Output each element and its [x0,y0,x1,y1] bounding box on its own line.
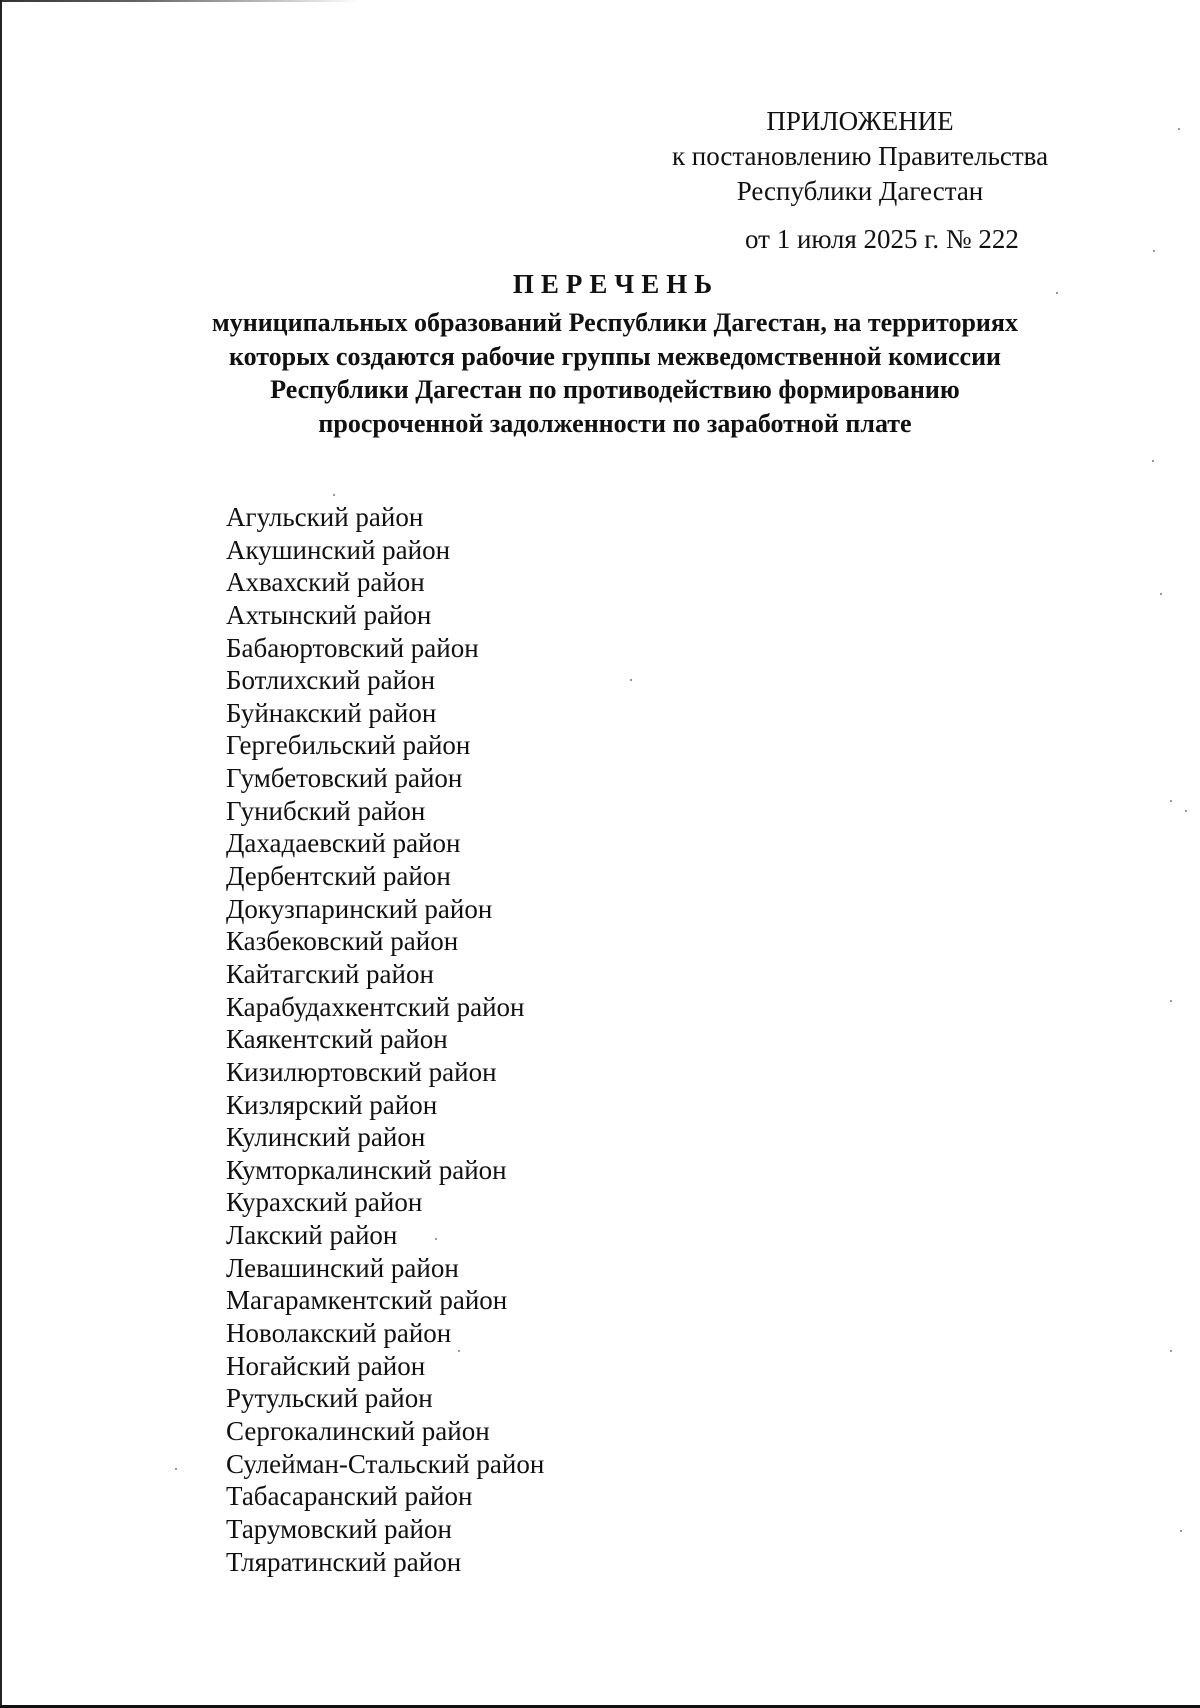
scan-speck [630,679,632,681]
district-item: Рутульский район [226,1383,433,1414]
appendix-title: ПРИЛОЖЕНИЕ [766,106,954,136]
district-item: Акушинский район [226,534,451,565]
district-item: Бабаюртовский район [226,632,479,663]
district-item: Карабудахкентский район [226,991,525,1022]
district-item: Тарумовский район [226,1513,452,1544]
district-item: Кизилюртовский район [226,1056,497,1087]
subtitle-line: Республики Дагестан по противодействию формированию [270,375,960,404]
district-item: Лакский район [226,1220,398,1251]
district-item: Агульский район [226,502,424,532]
scan-edge-top [0,0,360,2]
document-title: ПЕРЕЧЕНЬ [512,269,720,299]
scan-speck [1170,1000,1172,1002]
district-item: Ботлихский район [226,665,436,696]
subtitle-line: просроченной задолженности по заработной плате [318,408,912,438]
district-item: Дербентский район [226,861,451,892]
scan-speck [1178,128,1180,130]
district-item: Кайтагский район [226,958,434,989]
district-item: Гумбетовский район [226,763,463,794]
scan-edge-left [0,0,2,1708]
appendix-block [640,104,1080,209]
scan-speck [1153,250,1155,252]
district-item: Докузпаринский район [226,893,493,924]
district-item: Кизлярский район [226,1089,438,1120]
district-item: Табасаранский район [226,1481,473,1512]
scan-speck [1185,810,1187,812]
district-item: Магарамкентский район [226,1285,508,1316]
district-item: Сулейман-Стальский район [226,1448,545,1479]
subtitle-line: которых создаются рабочие группы межведомственной комиссии [228,341,1002,371]
district-item: Казбековский район [226,926,459,957]
district-item: Кумторкалинский район [226,1154,507,1185]
appendix-line-1: к постановлению Правительства [671,141,1049,171]
scan-speck [1180,1530,1182,1532]
district-list [226,501,544,1578]
appendix-date: от 1 июля 2025 г. № 222 [745,224,1019,254]
scan-speck [1152,460,1154,462]
scan-speck [1170,800,1172,802]
subtitle-line: муниципальных образований Республики Дагестан, на территориях [212,308,1018,337]
district-item: Тляратинский район [226,1546,462,1577]
district-item: Сергокалинский район [226,1415,490,1446]
scan-speck [1160,593,1162,595]
district-item: Курахский район [226,1187,423,1218]
district-item: Новолакский район [226,1318,452,1349]
district-item: Левашинский район [226,1252,459,1283]
district-item: Гергебильский район [226,730,471,761]
scan-speck [1170,1350,1172,1352]
district-item: Ногайский район [226,1350,426,1381]
scan-speck [333,494,335,496]
district-item: Гунибский район [226,795,426,826]
document-subtitle [120,306,1110,440]
district-item: Ахвахский район [226,567,425,598]
district-item: Дахадаевский район [226,828,461,859]
district-item: Ахтынский район [226,599,432,630]
district-item: Буйнакский район [226,697,437,728]
district-item: Каякентский район [226,1024,448,1055]
appendix-line-2: Республики Дагестан [736,176,984,206]
district-item: Кулинский район [226,1122,426,1153]
scan-speck [175,1468,177,1470]
